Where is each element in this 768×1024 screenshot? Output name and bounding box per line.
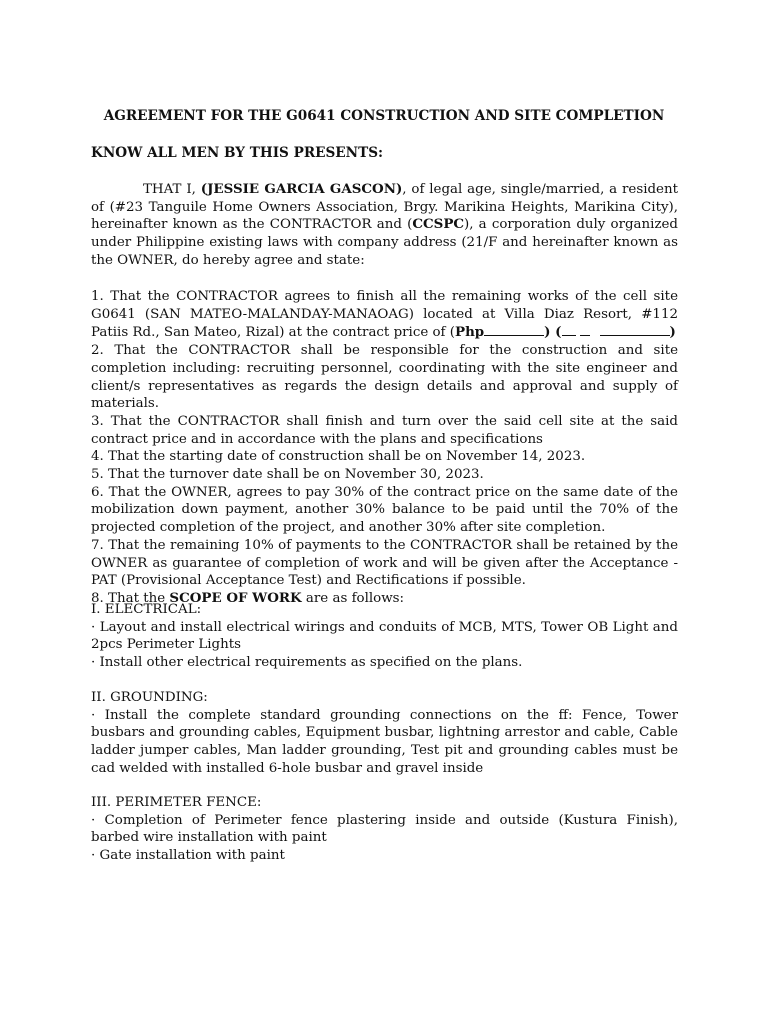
- scope-of-work-label: SCOPE OF WORK: [169, 589, 302, 606]
- words-blank-4: [640, 323, 670, 336]
- intro-paragraph: [91, 181, 678, 270]
- clause-3: 3. That the CONTRACTOR shall finish and turn over the said cell site at the said contract price and in accordance with the plans and specifications: [91, 413, 678, 447]
- words-blank-3: [600, 323, 640, 336]
- price-blank: [484, 323, 544, 336]
- clause-6: 6. That the OWNER, agrees to pay 30% of the contract price on the same date of the mobilization down payment, another 30% balance to be paid until the 70% of the projected completion of the project, and another 30% after site completion.: [91, 484, 678, 536]
- clause-7: 7. That the remaining 10% of payments to the CONTRACTOR shall be retained by the OWNER as guarantee of completion of work and will be given after the Acceptance - PAT (Provisional Acceptance Test) and Rectifications if possible.: [91, 537, 678, 589]
- clause-5: 5. That the turnover date shall be on November 30, 2023.: [91, 467, 484, 483]
- fence-item-1: · Completion of Perimeter fence plastering inside and outside (Kustura Finish), barbed wire installation with paint: [91, 812, 678, 846]
- grounding-item-1: · Install the complete standard grounding connections on the ff: Fence, Tower busbars and grounding cables, Equipment busbar, lightning arrestor and cable, Cable ladder jumper cables, Man ladder grounding, Test pit and grounding cables must be cad welded with installed 6-hole busbar and gravel inside: [91, 707, 678, 776]
- clause-2: 2. That the CONTRACTOR shall be responsible for the construction and site completion including: recruiting personnel, coordinating with the site engineer and client/s representatives as regards the design details and approval and supply of materials.: [91, 343, 678, 412]
- clause-8-tail: are as follows:: [301, 590, 405, 606]
- electrical-heading: I. ELECTRICAL:: [91, 602, 202, 617]
- grounding-section: [91, 689, 678, 778]
- clause-1-text: 1. That the CONTRACTOR agrees to finish all the remaining works of the cell site G0641 (SAN MATEO-MALANDAY-MANAOAG) located at Villa Diaz Resort, #112 Patiis Rd., San Mateo, Rizal) at the contract price of (: [91, 289, 678, 341]
- document-title: AGREEMENT FOR THE G0641 CONSTRUCTION AND SITE COMPLETION: [103, 108, 665, 124]
- intro-text-2: ), a corporation duly organized under Philippine existing laws with company address (21/F and hereinafter known as the OWNER, do hereby agree and state:: [91, 217, 678, 268]
- words-blank-2: [580, 323, 590, 336]
- fence-heading: III. PERIMETER FENCE:: [91, 795, 262, 810]
- electrical-item-1: · Layout and install electrical wirings and conduits of MCB, MTS, Tower OB Light and 2pcs Perimeter Lights: [91, 619, 678, 653]
- contract-price-php: [455, 324, 676, 340]
- paren-open: ) (: [544, 324, 562, 341]
- perimeter-fence-section: [91, 794, 678, 865]
- intro-text-1: , of legal age, single/married, a resident of (#23 Tanguile Home Owners Association, Brgy. Marikina Heights, Marikina City), hereinafter known as the CONTRACTOR and (: [91, 182, 678, 233]
- document-heading: KNOW ALL MEN BY THIS PRESENTS:: [91, 145, 384, 161]
- grounding-heading: II. GROUNDING:: [91, 690, 208, 705]
- intro-lead: THAT I,: [143, 182, 196, 197]
- electrical-item-2: · Install other electrical requirements as specified on the plans.: [91, 655, 523, 671]
- words-blank-1: [562, 323, 576, 336]
- paren-close: ): [669, 324, 676, 341]
- clause-1: [91, 288, 678, 342]
- company-name: CCSPC: [412, 216, 465, 233]
- fence-item-2: · Gate installation with paint: [91, 848, 285, 864]
- clause-8-lead: 8. That the: [91, 590, 170, 606]
- php-label: Php: [455, 324, 485, 341]
- clauses-list: [91, 288, 678, 608]
- electrical-section: [91, 601, 678, 672]
- contractor-name: (JESSIE GARCIA GASCON): [200, 181, 403, 197]
- clause-4: 4. That the starting date of construction shall be on November 14, 2023.: [91, 449, 586, 465]
